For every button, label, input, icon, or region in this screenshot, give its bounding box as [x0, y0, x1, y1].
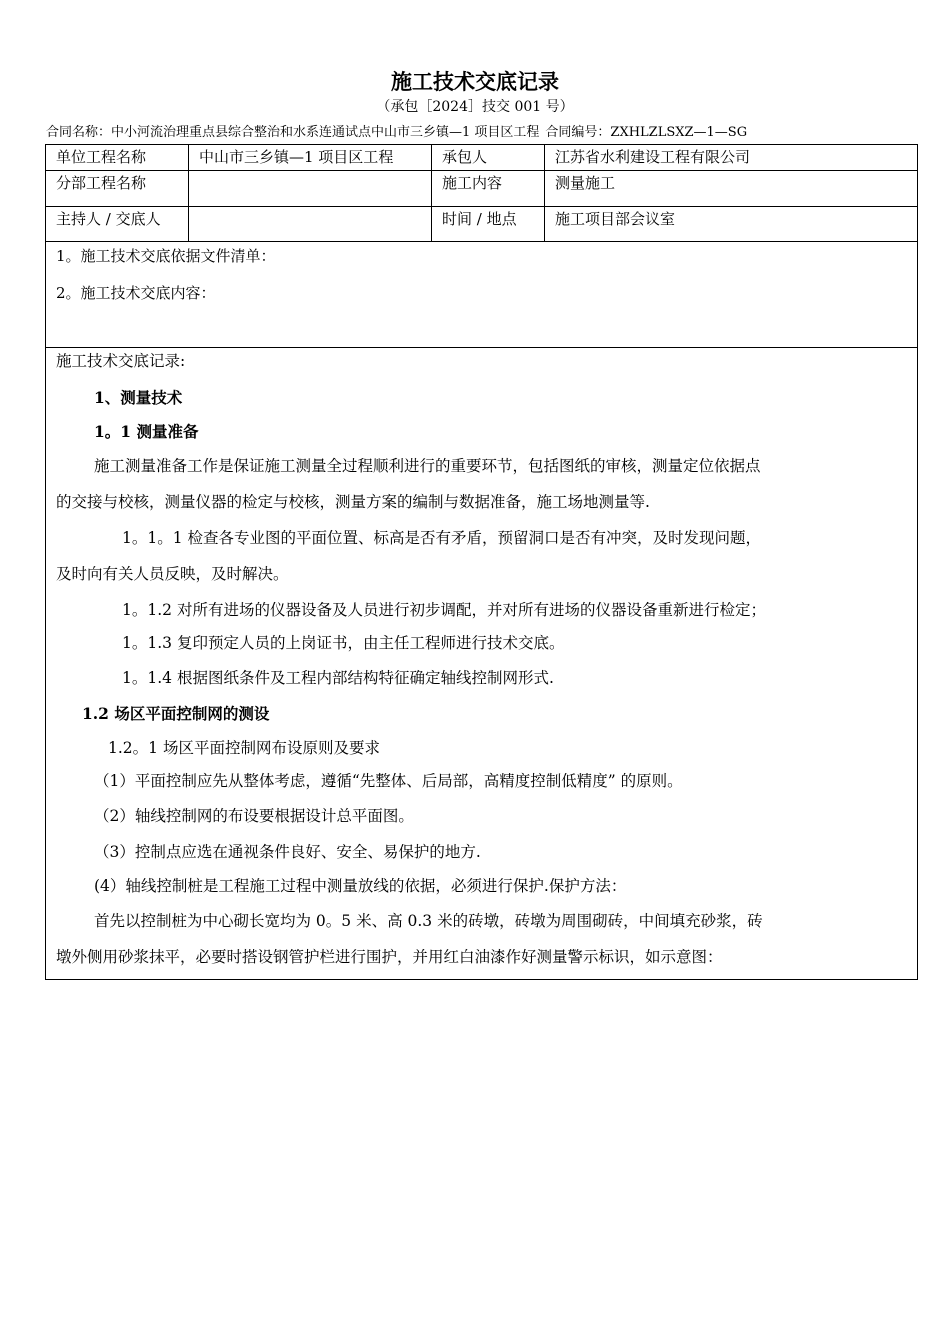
paragraph: 1。1。1 检查各专业图的平面位置、标高是否有矛盾，预留洞口是否有冲突，及时发现问题， — [122, 529, 762, 547]
list-item: （3）控制点应选在通视条件良好、安全、易保护的地方. — [94, 843, 481, 861]
subsection-heading: 1.2 场区平面控制网的测设 — [82, 704, 270, 723]
contract-line — [46, 121, 926, 140]
paragraph: 1.2。1 场区平面控制网布设原则及要求 — [108, 739, 380, 757]
info-table — [45, 144, 918, 242]
cell-label: 分部工程名称 — [46, 171, 189, 207]
table-row — [46, 207, 918, 242]
cell-value — [189, 207, 432, 242]
document-title: 施工技术交底记录 — [391, 69, 559, 94]
paragraph: 墩外侧用砂浆抹平，必要时搭设钢管护栏进行围护，并用红白油漆作好测量警示标识，如示意图： — [56, 948, 723, 966]
cell-label: 时间 / 地点 — [432, 207, 545, 242]
basis-line-1: 1。施工技术交底依据文件清单： — [56, 247, 276, 265]
paragraph: 的交接与校核，测量仪器的检定与校核，测量方案的编制与数据准备，施工场地测量等. — [56, 493, 650, 511]
cell-value: 江苏省水利建设工程有限公司 — [545, 145, 918, 171]
paragraph: 及时向有关人员反映，及时解决。 — [56, 565, 289, 583]
list-item: （1）平面控制应先从整体考虑，遵循“先整体、后局部，高精度控制低精度” 的原则。 — [94, 772, 683, 790]
cell-label: 主持人 / 交底人 — [46, 207, 189, 242]
subsection-heading: 1。1 测量准备 — [94, 422, 199, 441]
cell-label: 施工内容 — [432, 171, 545, 207]
record-section — [45, 347, 918, 980]
table-row — [46, 171, 918, 207]
basis-section — [45, 241, 918, 348]
basis-line-2: 2。施工技术交底内容： — [56, 284, 216, 302]
paragraph: 施工测量准备工作是保证施工测量全过程顺利进行的重要环节，包括图纸的审核，测量定位依据点 — [94, 457, 761, 475]
contract-number: 合同编号：ZXHLZLSXZ—1—SG — [545, 125, 748, 140]
section-heading: 1、测量技术 — [94, 388, 183, 407]
contract-name: 合同名称：中小河流治理重点县综合整治和水系连通试点中山市三乡镇—1 项目区工程 — [46, 125, 540, 140]
cell-value: 测量施工 — [545, 171, 918, 207]
paragraph: 1。1.4 根据图纸条件及工程内部结构特征确定轴线控制网形式. — [122, 669, 554, 687]
list-item: （2）轴线控制网的布设要根据设计总平面图。 — [94, 807, 414, 825]
paragraph: 首先以控制桩为中心砌长宽均为 0。5 米、高 0.3 米的砖墩，砖墩为周围砌砖，中间填充砂浆，砖 — [94, 912, 763, 930]
document-number: （承包［2024］技交 001 号） — [376, 99, 574, 115]
cell-label: 承包人 — [432, 145, 545, 171]
cell-value: 中山市三乡镇—1 项目区工程 — [189, 145, 432, 171]
paragraph: 1。1.3 复印预定人员的上岗证书，由主任工程师进行技术交底。 — [122, 634, 565, 652]
cell-value — [189, 171, 432, 207]
cell-value: 施工项目部会议室 — [545, 207, 918, 242]
record-heading: 施工技术交底记录: — [56, 352, 186, 370]
table-row — [46, 145, 918, 171]
paragraph: 1。1.2 对所有进场的仪器设备及人员进行初步调配，并对所有进场的仪器设备重新进行检定； — [122, 601, 766, 619]
cell-label: 单位工程名称 — [46, 145, 189, 171]
list-item: (4）轴线控制桩是工程施工过程中测量放线的依据，必须进行保护.保护方法： — [94, 877, 627, 895]
